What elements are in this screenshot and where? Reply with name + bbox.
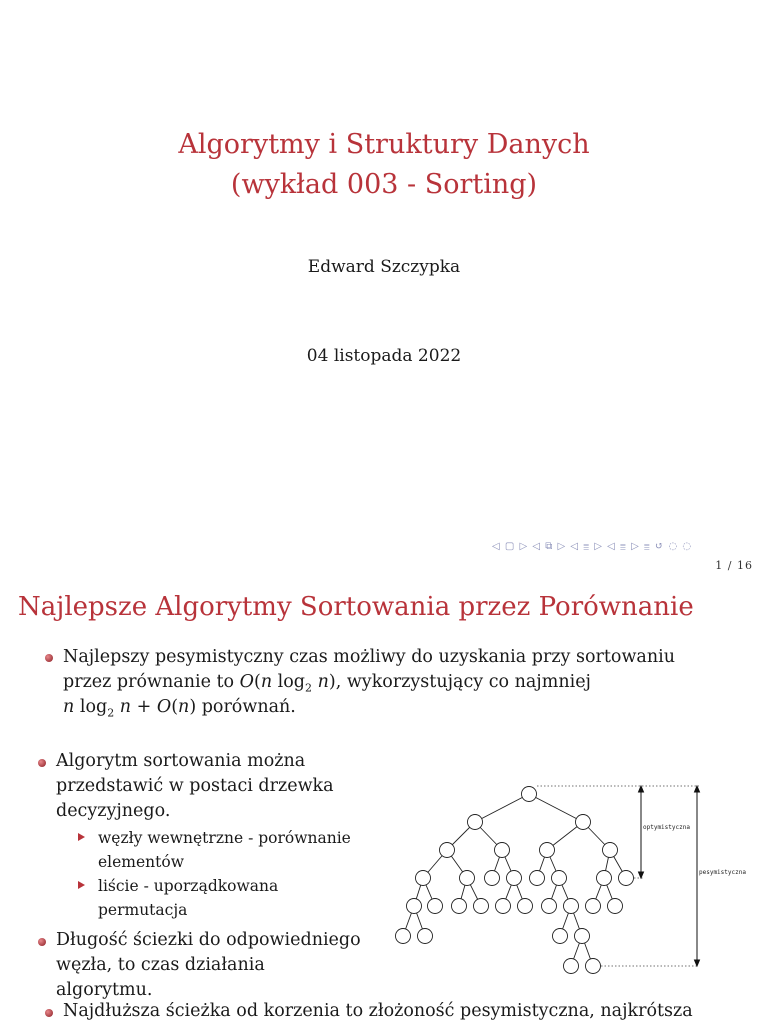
bullet-1-line-1: Najlepszy pesymistyczny czas możliwy do uzyskania przy sortowaniu	[63, 647, 676, 667]
author: Edward Szczypka	[307, 257, 461, 277]
bullet-3-line-2: węzła, to czas działania	[56, 955, 265, 975]
title-line-2: (wykład 003 - Sorting)	[230, 169, 538, 200]
bullet-3-line-1: Długość ściezki do odpowiedniego	[56, 930, 361, 950]
title-line-1: Algorytmy i Struktury Danych	[178, 129, 590, 160]
page-number: 1 / 16	[715, 559, 753, 572]
bullet-2-line-2: przedstawić w postaci drzewka	[56, 776, 334, 796]
bullet-icon	[45, 654, 53, 662]
optimistic-label: optymistyczna	[643, 824, 690, 831]
sub-bullet-1-line-2: elementów	[98, 853, 184, 871]
slide-title: Najlepsze Algorytmy Sortowania przez Porównanie	[18, 592, 694, 622]
sub-bullet-icon	[78, 881, 85, 889]
decision-tree-diagram	[385, 778, 746, 978]
bullet-2-line-1: Algorytm sortowania można	[56, 751, 306, 771]
sub-bullet-2-line-2: permutacja	[98, 901, 188, 919]
bullet-icon	[45, 1009, 53, 1017]
navigation-controls[interactable]: ◁ ▢ ▷ ◁ ⧉ ▷ ◁ ≣ ▷ ◁ ≣ ▷ ≣ ↺ ◌ ◌	[492, 541, 693, 552]
sub-bullet-1-line-1: węzły wewnętrzne - porównanie	[98, 829, 351, 847]
sub-bullet-icon	[78, 833, 85, 841]
pessimistic-label: pesymistyczna	[699, 869, 746, 876]
bullet-4-line-1: Najdłuższa ścieżka od korzenia to złożoność pesymistyczna, najkrótsza	[63, 1001, 693, 1021]
bullet-2-line-3: decyzyjnego.	[56, 801, 171, 821]
date: 04 listopada 2022	[306, 346, 462, 366]
bullet-icon	[38, 938, 46, 946]
bullet-3-line-3: algorytmu.	[56, 980, 153, 1000]
bullet-icon	[38, 759, 46, 767]
bullet-1-line-2: przez prównanie to O(n $\log_2 n$), wykorzystujący co najmniej	[63, 672, 591, 695]
bullet-1-line-3: n $\log_2 n + O(n)$ porównań.	[63, 697, 296, 720]
sub-bullet-2-line-1: liście - uporządkowana	[98, 877, 279, 895]
